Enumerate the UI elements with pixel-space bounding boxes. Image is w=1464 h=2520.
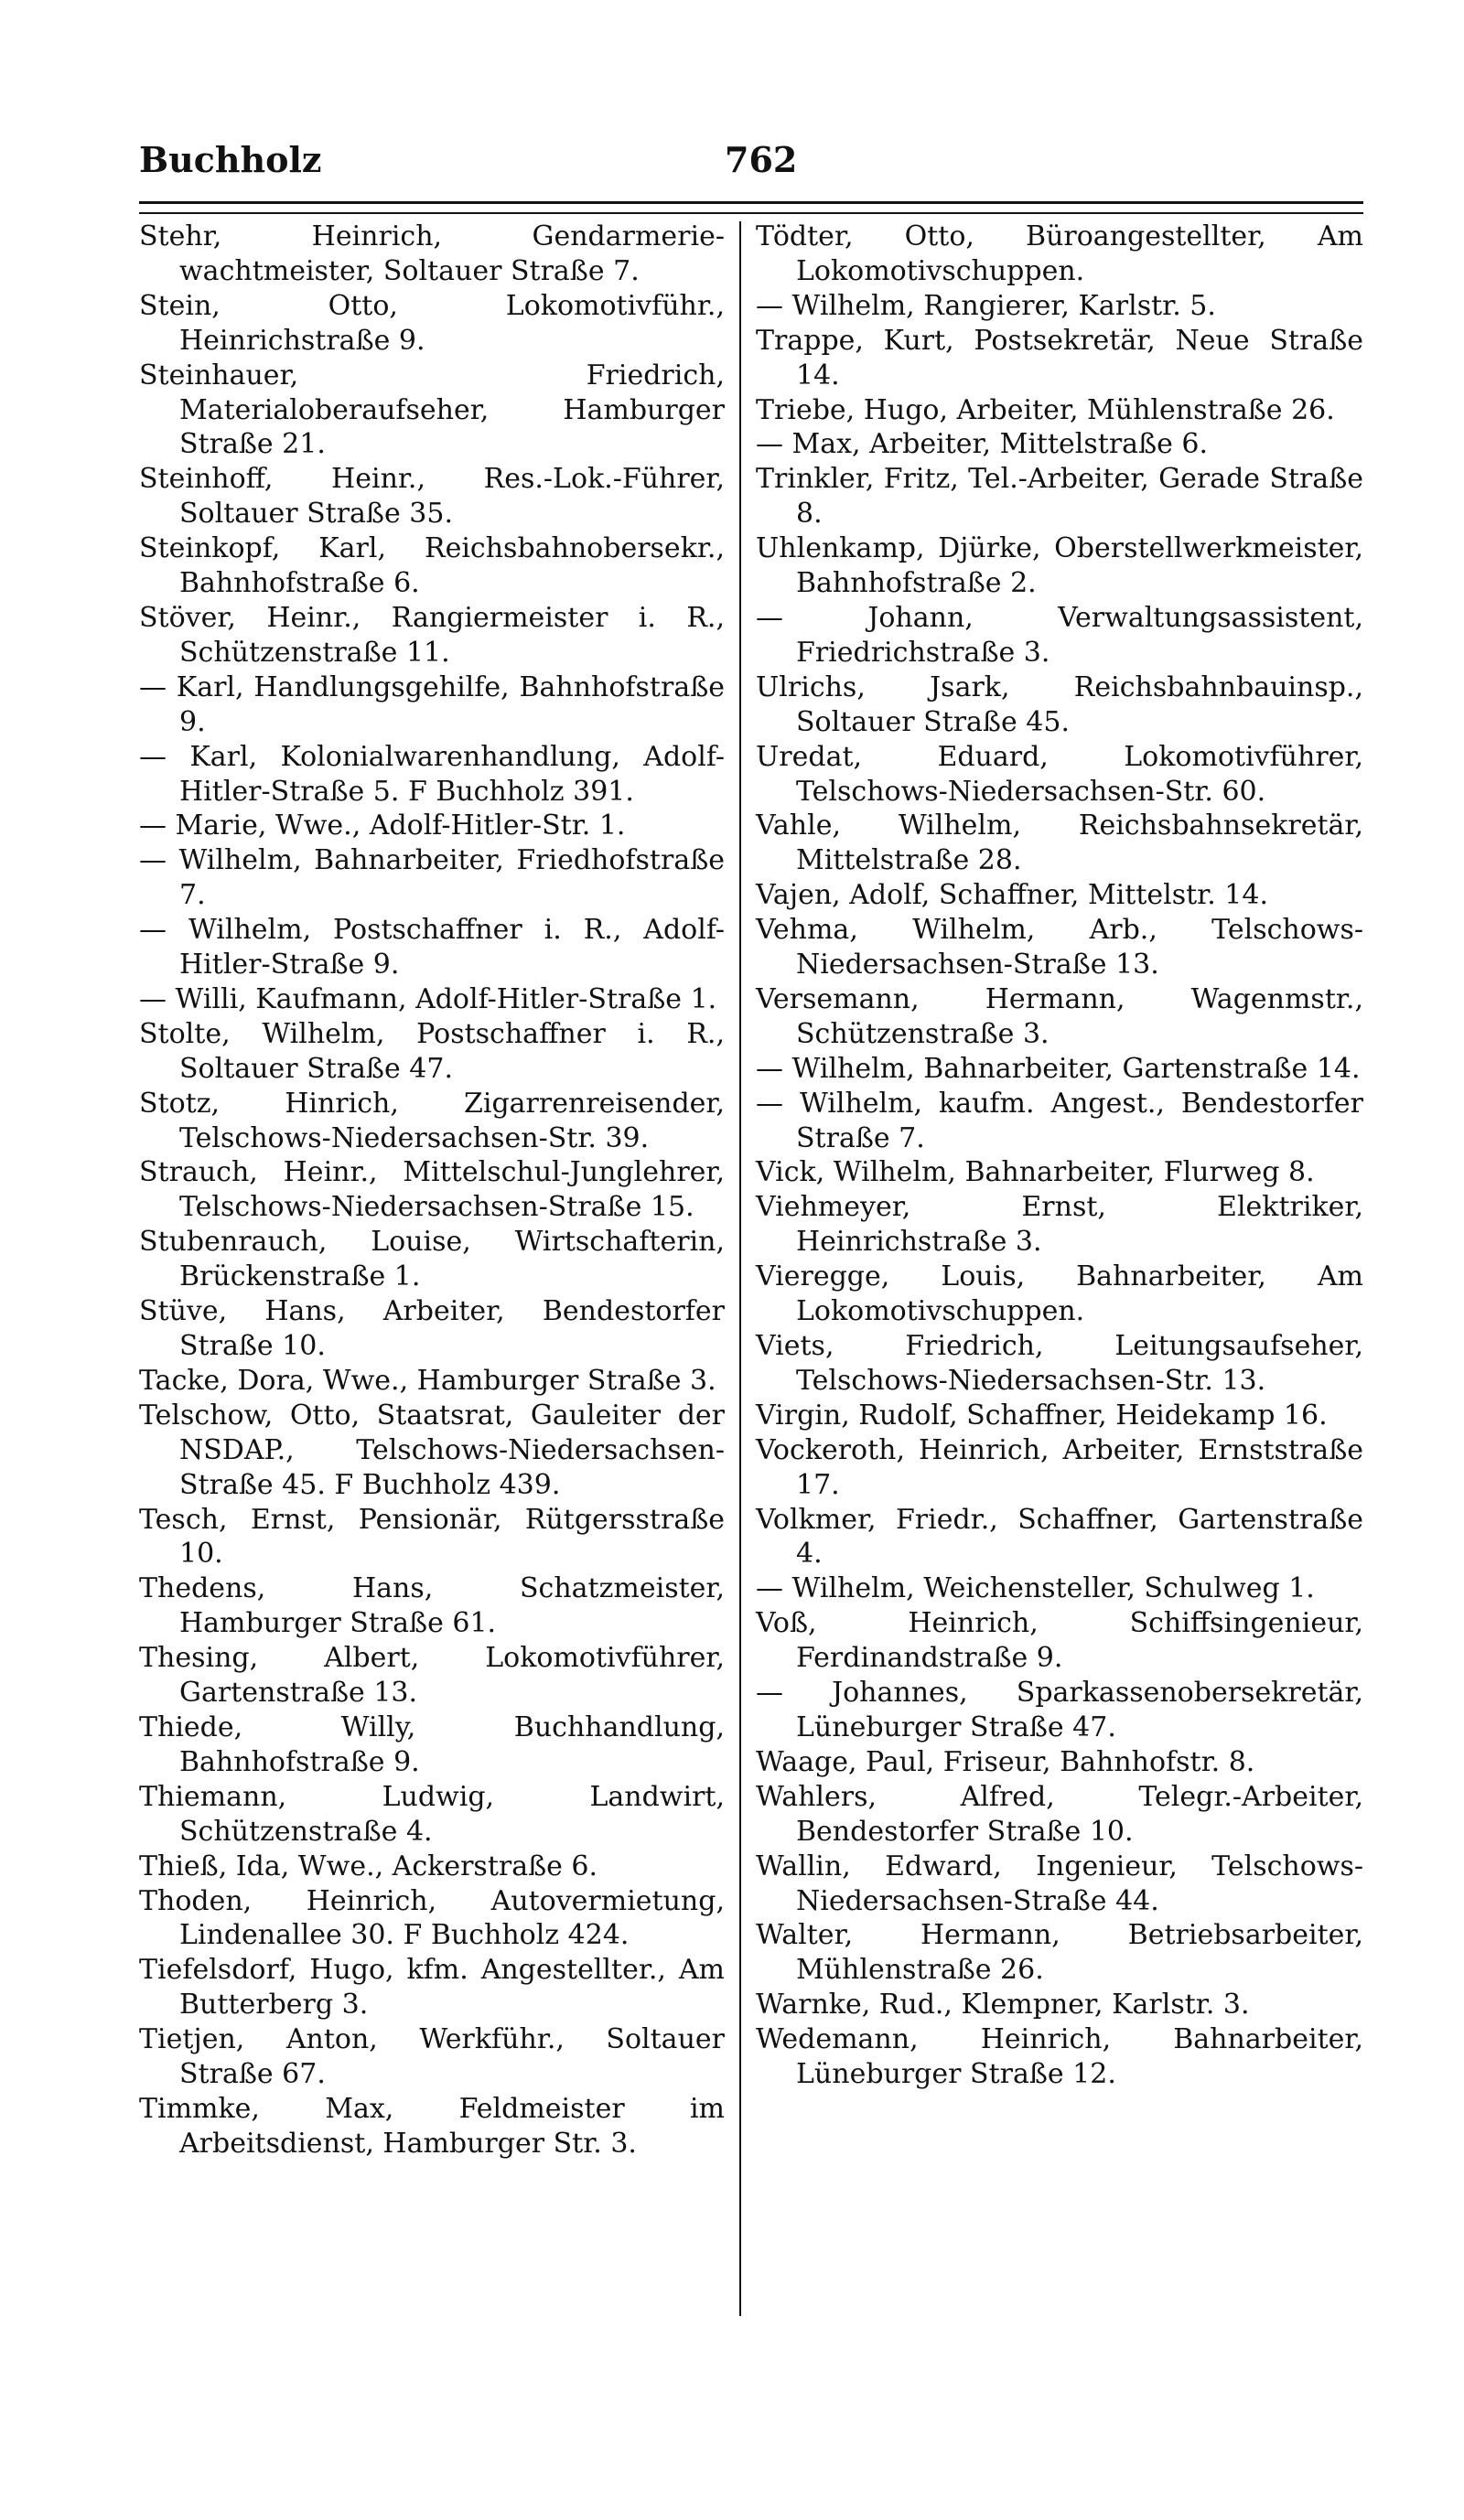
directory-entry: Viehmeyer, Ernst, Elektriker, Heinrichstraße 3.: [756, 1191, 1363, 1259]
directory-entry: Wallin, Edward, Ingenieur, Telschows-Niedersachsen-Straße 44.: [756, 1850, 1363, 1917]
running-head-place: Buchholz: [139, 139, 322, 180]
directory-entry: Tesch, Ernst, Pensionär, Rütgersstraße 10.: [139, 1503, 725, 1571]
directory-entry: Tacke, Dora, Wwe., Hamburger Straße 3.: [139, 1364, 716, 1397]
directory-entry: — Willi, Kaufmann, Adolf-Hitler-Straße 1.: [139, 982, 717, 1015]
left-column: [139, 220, 725, 2332]
directory-entry: Stüve, Hans, Arbeiter, Bendestorfer Straße 10.: [139, 1295, 725, 1362]
directory-entry: Uredat, Eduard, Lokomotivführer, Telschows-Niedersachsen-Str. 60.: [756, 740, 1363, 808]
directory-entry: Thiede, Willy, Buchhandlung, Bahnhofstraße 9.: [139, 1710, 725, 1778]
directory-entry: Warnke, Rud., Klempner, Karlstr. 3.: [756, 1989, 1250, 2021]
directory-entry: Vajen, Adolf, Schaffner, Mittelstr. 14.: [756, 879, 1268, 912]
directory-entry: Virgin, Rudolf, Schaffner, Heidekamp 16.: [756, 1399, 1328, 1432]
directory-entry: — Wilhelm, Weichensteller, Schulweg 1.: [756, 1572, 1315, 1605]
directory-entry: Volkmer, Friedr., Schaffner, Gartenstraße 4.: [756, 1503, 1363, 1571]
directory-entry: Telschow, Otto, Staatsrat, Gauleiter der NSDAP., Telschows-Niedersachsen-Straße 45. F Buchholz 439.: [139, 1399, 725, 1501]
header-rule-thin: [139, 212, 1363, 214]
directory-entry: — Karl, Kolonialwarenhandlung, Adolf-Hitler-Straße 5. F Buchholz 391.: [139, 740, 725, 808]
directory-entry: Trappe, Kurt, Postsekretär, Neue Straße 14.: [756, 324, 1363, 391]
directory-entry: Thedens, Hans, Schatzmeister, Hamburger Straße 61.: [139, 1572, 725, 1640]
directory-entry: — Wilhelm, Bahnarbeiter, Gartenstraße 14.: [756, 1052, 1361, 1085]
directory-entry: — Karl, Handlungsgehilfe, Bahnhofstraße 9.: [139, 670, 725, 738]
directory-entry: — Wilhelm, Rangierer, Karlstr. 5.: [756, 289, 1216, 322]
header-rule-thick: [139, 201, 1363, 204]
page-number: 762: [725, 139, 798, 180]
right-column: [756, 220, 1363, 2332]
directory-entry: Steinkopf, Karl, Reichsbahnobersekr., Bahnhofstraße 6.: [139, 532, 725, 600]
directory-entry: Vick, Wilhelm, Bahnarbeiter, Flurweg 8.: [756, 1156, 1315, 1189]
directory-entry: Tiefelsdorf, Hugo, kfm. Angestellter., Am Butterberg 3.: [139, 1954, 725, 2021]
page-header: [139, 139, 1363, 194]
directory-entry: — Marie, Wwe., Adolf-Hitler-Str. 1.: [139, 810, 626, 842]
directory-entry: Trinkler, Fritz, Tel.-Arbeiter, Gerade Straße 8.: [756, 463, 1363, 531]
directory-entry: — Wilhelm, kaufm. Angest., Bendestorfer Straße 7.: [756, 1087, 1363, 1154]
directory-entry: Thoden, Heinrich, Autovermietung, Lindenallee 30. F Buchholz 424.: [139, 1884, 725, 1952]
directory-entry: Stehr, Heinrich, Gendarmerie-wachtmeister, Soltauer Straße 7.: [139, 220, 725, 287]
directory-entry: Thieß, Ida, Wwe., Ackerstraße 6.: [139, 1850, 598, 1882]
directory-entry: Uhlenkamp, Djürke, Oberstellwerkmeister, Bahnhofstraße 2.: [756, 532, 1363, 600]
directory-entry: Vahle, Wilhelm, Reichsbahnsekretär, Mittelstraße 28.: [756, 810, 1363, 877]
directory-entry: Tödter, Otto, Büroangestellter, Am Lokomotivschuppen.: [756, 220, 1363, 287]
directory-entry: Viets, Friedrich, Leitungsaufseher, Telschows-Niedersachsen-Str. 13.: [756, 1330, 1363, 1397]
directory-entry: — Wilhelm, Bahnarbeiter, Friedhofstraße 7.: [139, 844, 725, 912]
directory-entry: Thesing, Albert, Lokomotivführer, Gartenstraße 13.: [139, 1642, 725, 1710]
directory-entry: — Wilhelm, Postschaffner i. R., Adolf-Hitler-Straße 9.: [139, 914, 725, 981]
directory-entry: Strauch, Heinr., Mittelschul-Junglehrer, Telschows-Niedersachsen-Straße 15.: [139, 1156, 725, 1224]
directory-entry: Stolte, Wilhelm, Postschaffner i. R., Soltauer Straße 47.: [139, 1017, 725, 1085]
directory-entry: Vehma, Wilhelm, Arb., Telschows-Niedersachsen-Straße 13.: [756, 914, 1363, 981]
directory-entry: Versemann, Hermann, Wagenmstr., Schützenstraße 3.: [756, 982, 1363, 1050]
directory-entry: Tietjen, Anton, Werkführ., Soltauer Straße 67.: [139, 2023, 725, 2091]
directory-entry: — Johann, Verwaltungsassistent, Friedrichstraße 3.: [756, 601, 1363, 669]
column-divider: [739, 221, 741, 2316]
directory-entry: Stein, Otto, Lokomotivführ., Heinrichstraße 9.: [139, 289, 725, 357]
directory-entry: — Johannes, Sparkassenobersekretär, Lüneburger Straße 47.: [756, 1677, 1363, 1743]
directory-entry: Stubenrauch, Louise, Wirtschafterin, Brückenstraße 1.: [139, 1226, 725, 1293]
directory-entry: Triebe, Hugo, Arbeiter, Mühlenstraße 26.: [756, 393, 1335, 426]
directory-entry: — Max, Arbeiter, Mittelstraße 6.: [756, 428, 1209, 461]
directory-entry: Stöver, Heinr., Rangiermeister i. R., Schützenstraße 11.: [139, 601, 725, 669]
directory-entry: Timmke, Max, Feldmeister im Arbeitsdienst, Hamburger Str. 3.: [139, 2092, 725, 2160]
directory-entry: Thiemann, Ludwig, Landwirt, Schützenstraße 4.: [139, 1780, 725, 1848]
directory-entry: Walter, Hermann, Betriebsarbeiter, Mühlenstraße 26.: [756, 1919, 1363, 1987]
directory-entry: Vieregge, Louis, Bahnarbeiter, Am Lokomotivschuppen.: [756, 1260, 1363, 1328]
directory-entry: Voß, Heinrich, Schiffsingenieur, Ferdinandstraße 9.: [756, 1607, 1363, 1675]
directory-entry: Steinhauer, Friedrich, Materialoberaufseher, Hamburger Straße 21.: [139, 359, 725, 461]
directory-entry: Ulrichs, Jsark, Reichsbahnbauinsp., Soltauer Straße 45.: [756, 670, 1363, 738]
directory-entry: Wedemann, Heinrich, Bahnarbeiter, Lüneburger Straße 12.: [756, 2023, 1363, 2091]
directory-entry: Vockeroth, Heinrich, Arbeiter, Ernststraße 17.: [756, 1433, 1363, 1501]
directory-entry: Wahlers, Alfred, Telegr.-Arbeiter, Bendestorfer Straße 10.: [756, 1780, 1363, 1848]
directory-entry: Waage, Paul, Friseur, Bahnhofstr. 8.: [756, 1745, 1255, 1778]
directory-entry: Steinhoff, Heinr., Res.-Lok.-Führer, Soltauer Straße 35.: [139, 463, 725, 531]
directory-entry: Stotz, Hinrich, Zigarrenreisender, Telschows-Niedersachsen-Str. 39.: [139, 1087, 725, 1154]
